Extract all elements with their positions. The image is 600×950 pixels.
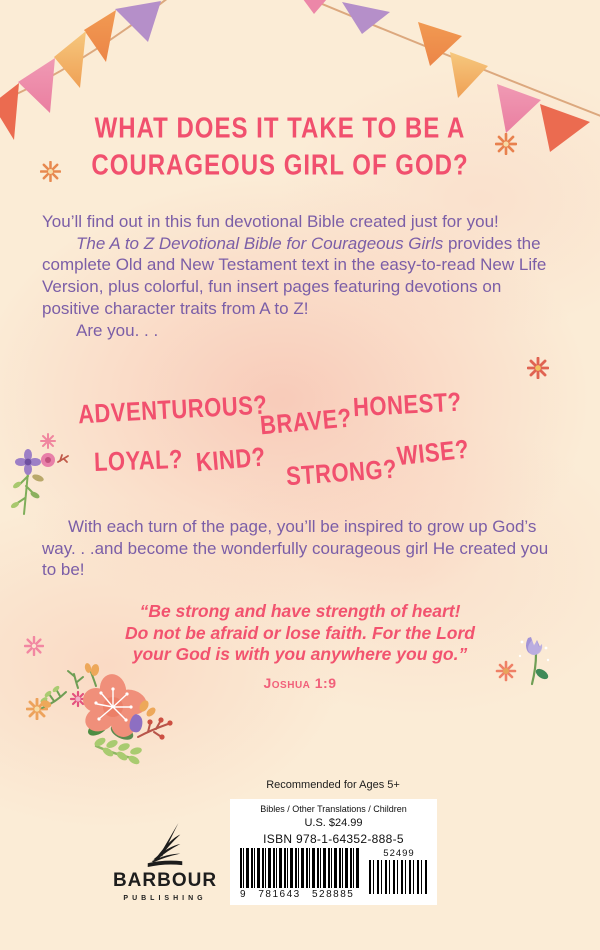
quote-line1: “Be strong and have strength of heart!	[139, 601, 461, 621]
asterisk-flower-icon	[24, 636, 44, 656]
are-you-line: Are you. . .	[76, 320, 159, 340]
intro-paragraph-2-rest: provides the complete Old and New Testament text in the easy-to-read New Life Version, plus colorful, fun insert pages featuring devotions on positive character traits from A to Z!	[42, 233, 547, 318]
intro-paragraph-2	[42, 233, 560, 320]
quote-line3: your God is with you anywhere you go.”	[132, 644, 468, 664]
addon-barcode	[369, 848, 429, 900]
barcode-panel	[230, 799, 437, 905]
flower-cluster-left-icon	[8, 428, 72, 516]
ean-barcode	[240, 848, 360, 900]
closing-paragraph: With each turn of the page, you’ll be inspired to grow up God’s way. . .and become the wonderfully courageous girl He created you to be!	[42, 517, 549, 580]
price-label: U.S. $24.99	[304, 817, 363, 829]
publisher-tagline: PUBLISHING	[123, 895, 207, 902]
ean-barcode-bars	[240, 848, 360, 888]
addon-barcode-digits: 52499	[383, 848, 415, 859]
intro-paragraph-1: You’ll find out in this fun devotional Bible created just for you!	[42, 212, 499, 231]
intro-copy	[42, 211, 560, 341]
bunting-flag-purple-left	[115, 1, 161, 42]
trait-wise: WISE?	[395, 433, 471, 472]
bunting-flag-yellow-right	[450, 52, 488, 98]
category-label: Bibles / Other Translations / Children	[260, 804, 407, 814]
trait-strong: STRONG?	[285, 453, 398, 492]
headline	[20, 110, 540, 184]
bunting-flag-pink-left	[18, 58, 55, 113]
isbn-label: ISBN 978-1-64352-888-5	[263, 832, 404, 846]
bunting-string-right	[298, 0, 600, 118]
quote-reference: Joshua 1:9	[263, 674, 337, 691]
trait-honest: HONEST?	[352, 386, 463, 423]
headline-line2: COURAGEOUS GIRL OF GOD?	[91, 149, 469, 182]
quote-line2: Do not be afraid or lose faith. For the Lord	[124, 622, 475, 643]
publisher-name: BARBOUR	[112, 870, 218, 891]
bunting-flag-coral-left	[0, 83, 19, 140]
barbour-fan-book-icon	[142, 822, 188, 868]
trait-brave: BRAVE?	[258, 402, 353, 441]
publisher-logo	[110, 822, 220, 902]
bunting-flag-coral-right	[540, 104, 590, 152]
trait-loyal: LOYAL?	[93, 443, 184, 477]
headline-line1: WHAT DOES IT TAKE TO BE A	[94, 112, 466, 145]
tulip-flower-right-icon	[492, 630, 562, 696]
bunting-flag-smallpink-right	[300, 0, 327, 14]
asterisk-flower-icon	[527, 357, 549, 379]
trait-kind: KIND?	[194, 441, 267, 478]
ean-barcode-digits: 9 781643 528885	[240, 889, 355, 900]
recommended-ages-label: Recommended for Ages 5+	[266, 779, 400, 791]
addon-barcode-bars	[369, 860, 429, 894]
book-title-italic: The A to Z Devotional Bible for Courageous Girls	[76, 233, 444, 253]
bunting-flag-yellow-left	[54, 31, 86, 88]
flower-cluster-bottom-icon	[36, 662, 186, 782]
trait-adventurous: ADVENTUROUS?	[77, 389, 268, 430]
